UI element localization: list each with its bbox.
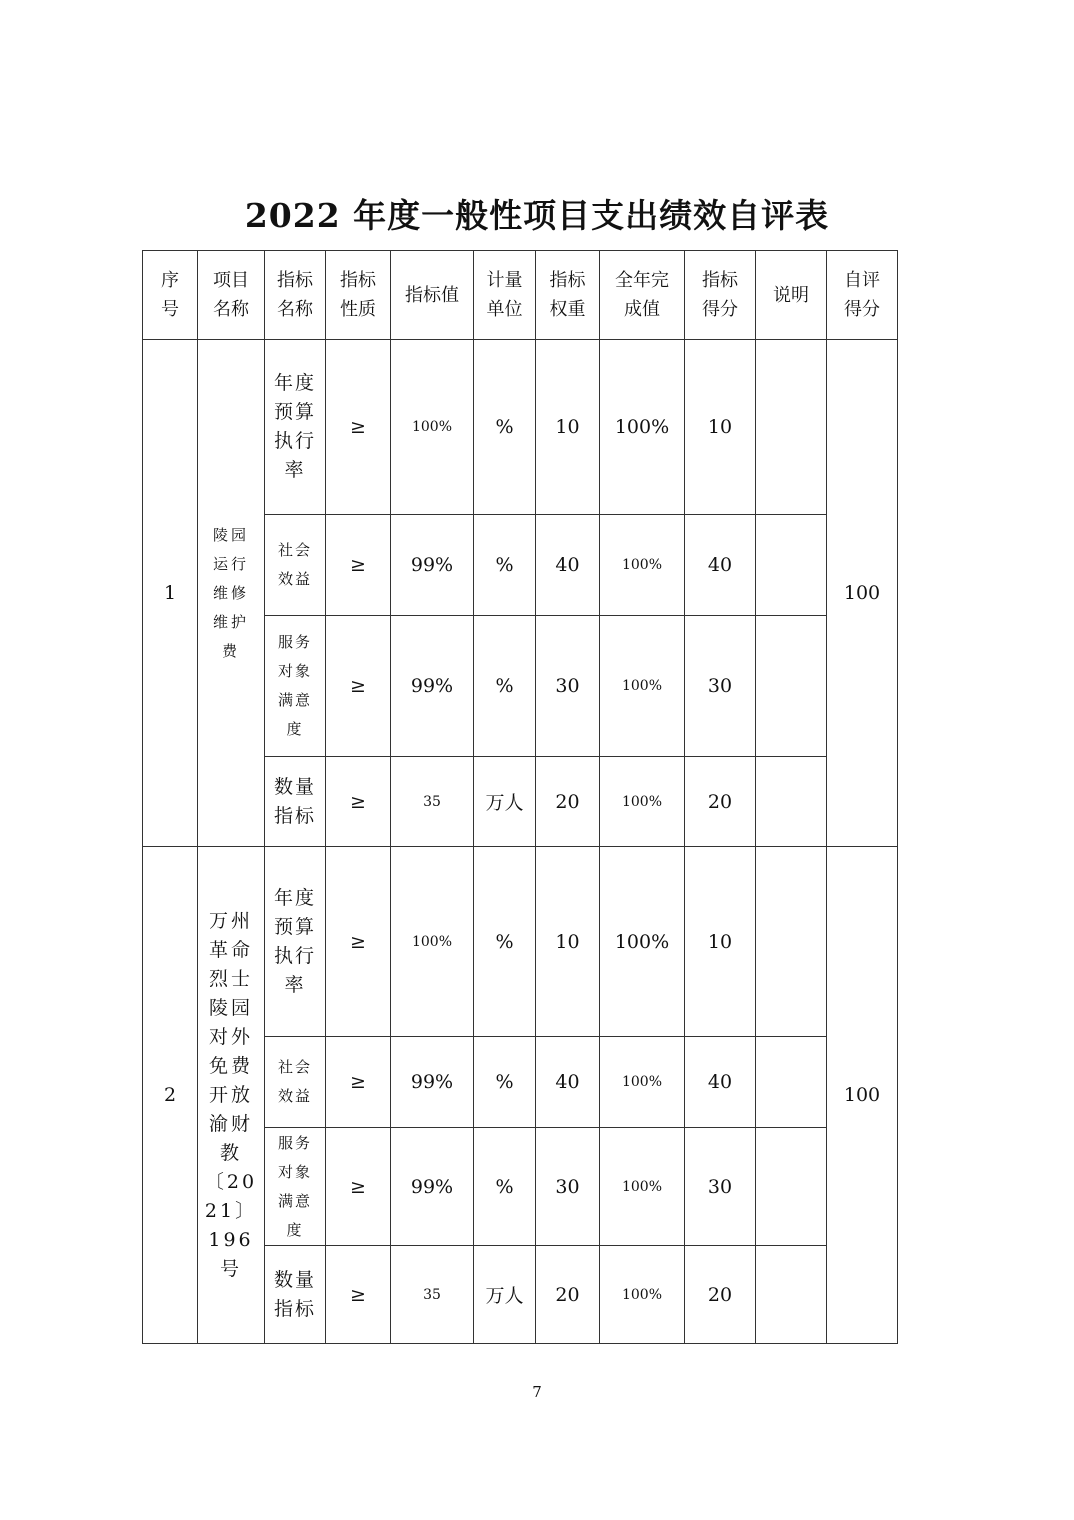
weight: 40: [536, 1037, 600, 1128]
actual-value: 100%: [600, 616, 685, 757]
indicator-value: 100%: [391, 847, 474, 1037]
indicator-value: 35: [391, 1246, 474, 1344]
indicator-points: 30: [685, 616, 756, 757]
indicator-points: 20: [685, 757, 756, 847]
indicator-name: 社会 效益: [265, 1037, 326, 1128]
note: [756, 515, 827, 616]
unit: %: [474, 1037, 536, 1128]
actual-value: 100%: [600, 847, 685, 1037]
header-project-name: 项目 名称: [198, 251, 265, 340]
indicator-points: 30: [685, 1128, 756, 1246]
indicator-value: 99%: [391, 616, 474, 757]
indicator-nature: ≥: [326, 515, 391, 616]
header-actual: 全年完 成值: [600, 251, 685, 340]
project-seq: 1: [143, 340, 198, 847]
indicator-name: 服务 对象 满意 度: [265, 1128, 326, 1246]
note: [756, 1037, 827, 1128]
weight: 30: [536, 616, 600, 757]
note: [756, 616, 827, 757]
unit: %: [474, 340, 536, 515]
header-indicator-name: 指标 名称: [265, 251, 326, 340]
header-self-score: 自评 得分: [827, 251, 898, 340]
header-indicator-value: 指标值: [391, 251, 474, 340]
note: [756, 757, 827, 847]
indicator-points: 20: [685, 1246, 756, 1344]
indicator-value: 99%: [391, 1128, 474, 1246]
table-row: [143, 847, 898, 1037]
indicator-name: 社会 效益: [265, 515, 326, 616]
weight: 40: [536, 515, 600, 616]
indicator-nature: ≥: [326, 1246, 391, 1344]
self-score: 100: [827, 847, 898, 1344]
weight: 20: [536, 1246, 600, 1344]
weight: 10: [536, 340, 600, 515]
unit: %: [474, 616, 536, 757]
indicator-name: 年度 预算 执行 率: [265, 340, 326, 515]
indicator-name: 数量 指标: [265, 757, 326, 847]
note: [756, 1128, 827, 1246]
header-points: 指标 得分: [685, 251, 756, 340]
page-title: 2022 年度一般性项目支出绩效自评表: [244, 196, 830, 235]
project-seq: 2: [143, 847, 198, 1344]
actual-value: 100%: [600, 1246, 685, 1344]
indicator-nature: ≥: [326, 616, 391, 757]
header-note: 说明: [756, 251, 827, 340]
indicator-name: 年度 预算 执行 率: [265, 847, 326, 1037]
indicator-points: 40: [685, 1037, 756, 1128]
weight: 10: [536, 847, 600, 1037]
project-name: 万州 革命 烈士 陵园 对外 免费 开放 渝财 教 〔20 21〕 196 号: [198, 847, 265, 1344]
actual-value: 100%: [600, 515, 685, 616]
indicator-nature: ≥: [326, 847, 391, 1037]
header-indicator-nature: 指标 性质: [326, 251, 391, 340]
project-name: 陵园 运行 维修 维护 费: [198, 340, 265, 847]
actual-value: 100%: [600, 1037, 685, 1128]
unit: %: [474, 1128, 536, 1246]
indicator-nature: ≥: [326, 1128, 391, 1246]
indicator-name: 数量 指标: [265, 1246, 326, 1344]
header-row: [143, 251, 898, 340]
unit: 万人: [474, 757, 536, 847]
performance-table: [142, 250, 898, 1344]
actual-value: 100%: [600, 340, 685, 515]
indicator-points: 10: [685, 847, 756, 1037]
note: [756, 1246, 827, 1344]
note: [756, 340, 827, 515]
indicator-nature: ≥: [326, 1037, 391, 1128]
indicator-nature: ≥: [326, 340, 391, 515]
indicator-value: 99%: [391, 515, 474, 616]
header-weight: 指标 权重: [536, 251, 600, 340]
weight: 30: [536, 1128, 600, 1246]
unit: %: [474, 847, 536, 1037]
unit: 万人: [474, 1246, 536, 1344]
header-unit: 计量 单位: [474, 251, 536, 340]
weight: 20: [536, 757, 600, 847]
indicator-name: 服务 对象 满意 度: [265, 616, 326, 757]
indicator-nature: ≥: [326, 757, 391, 847]
indicator-value: 100%: [391, 340, 474, 515]
actual-value: 100%: [600, 757, 685, 847]
indicator-points: 10: [685, 340, 756, 515]
page-number: 7: [532, 1383, 542, 1401]
indicator-points: 40: [685, 515, 756, 616]
header-seq: 序 号: [143, 251, 198, 340]
indicator-value: 99%: [391, 1037, 474, 1128]
note: [756, 847, 827, 1037]
self-score: 100: [827, 340, 898, 847]
table-row: [143, 340, 898, 515]
actual-value: 100%: [600, 1128, 685, 1246]
unit: %: [474, 515, 536, 616]
indicator-value: 35: [391, 757, 474, 847]
